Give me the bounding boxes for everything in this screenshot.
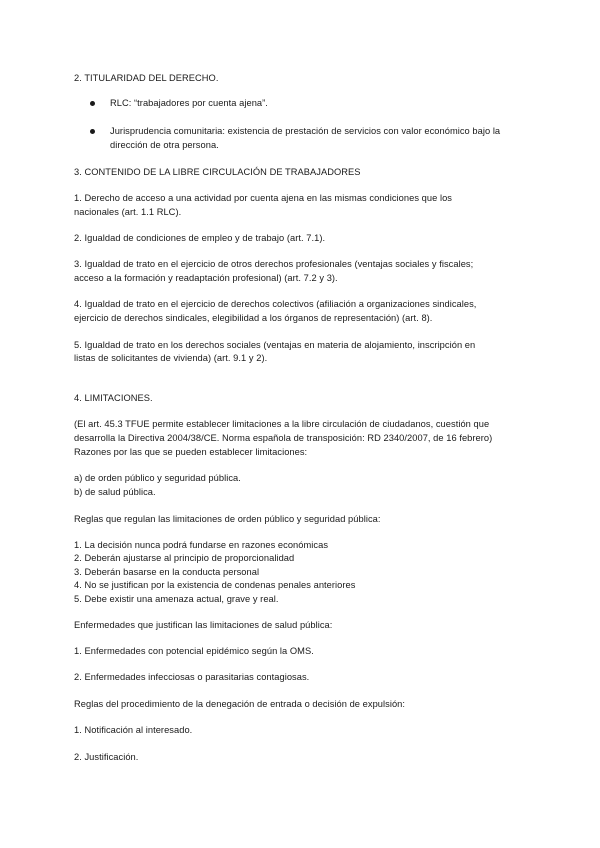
bullet-item-jurisprudencia-line2: dirección de otra persona. xyxy=(110,140,219,150)
bullet-item-jurisprudencia-line1: Jurisprudencia comunitaria: existencia de prestación de servicios con valor económico bajo la xyxy=(110,126,501,136)
section-heading-contenido: 3. CONTENIDO DE LA LIBRE CIRCULACIÓN DE TRABAJADORES xyxy=(74,167,361,177)
section-heading-titularidad: 2. TITULARIDAD DEL DERECHO. xyxy=(74,73,219,83)
procedure-heading: Reglas del procedimiento de la denegación de entrada o decisión de expulsión: xyxy=(74,699,406,709)
content-item-5-line1: 5. Igualdad de trato en los derechos sociales (ventajas en materia de alojamiento, inscripción en xyxy=(74,340,476,350)
bullet-dot xyxy=(90,101,95,106)
content-item-1-line2: nacionales (art. 1.1 RLC). xyxy=(74,207,182,217)
content-item-4-line1: 4. Igualdad de trato en el ejercicio de derechos colectivos (afiliación a organizaciones sindicales, xyxy=(74,299,477,309)
rule-item-4: 4. No se justifican por la existencia de condenas penales anteriores xyxy=(74,580,356,590)
content-item-2-line1: 2. Igualdad de condiciones de empleo y de trabajo (art. 7.1). xyxy=(74,233,326,243)
procedure-item-1: 1. Notificación al interesado. xyxy=(74,725,193,735)
bullet-item-rlc: RLC: “trabajadores por cuenta ajena”. xyxy=(110,98,268,108)
rule-item-1: 1. La decisión nunca podrá fundarse en razones económicas xyxy=(74,540,329,550)
section-heading-limitaciones: 4. LIMITACIONES. xyxy=(74,393,153,403)
rule-item-3: 3. Deberán basarse en la conducta personal xyxy=(74,567,260,577)
rules-heading: Reglas que regulan las limitaciones de orden público y seguridad pública: xyxy=(74,514,381,524)
content-item-1-line1: 1. Derecho de acceso a una actividad por cuenta ajena en las mismas condiciones que los xyxy=(74,193,452,203)
disease-item-2: 2. Enfermedades infecciosas o parasitarias contagiosas. xyxy=(74,672,310,682)
disease-item-1: 1. Enfermedades con potencial epidémico según la OMS. xyxy=(74,646,314,656)
content-item-3-line1: 3. Igualdad de trato en el ejercicio de otros derechos profesionales (ventajas sociales y fiscales; xyxy=(74,259,474,269)
diseases-heading: Enfermedades que justifican las limitaciones de salud pública: xyxy=(74,620,333,630)
limitaciones-intro-line1: (El art. 45.3 TFUE permite establecer limitaciones a la libre circulación de ciudadanos, cuestión que xyxy=(74,419,490,429)
limitaciones-intro-line2: desarrolla la Directiva 2004/38/CE. Norma española de transposición: RD 2340/2007, de 16 febrero) xyxy=(74,433,493,443)
reason-item-b: b) de salud pública. xyxy=(74,487,156,497)
content-item-4-line2: ejercicio de derechos sindicales, elegibilidad a los órganos de representación) (art. 8). xyxy=(74,313,433,323)
content-item-3-line2: acceso a la formación y readaptación profesional) (art. 7.2 y 3). xyxy=(74,273,338,283)
limitaciones-intro-line3: Razones por las que se pueden establecer limitaciones: xyxy=(74,447,308,457)
rule-item-2: 2. Deberán ajustarse al principio de proporcionalidad xyxy=(74,553,295,563)
bullet-dot xyxy=(90,129,95,134)
procedure-item-2: 2. Justificación. xyxy=(74,752,139,762)
rule-item-5: 5. Debe existir una amenaza actual, grave y real. xyxy=(74,594,279,604)
reason-item-a: a) de orden público y seguridad pública. xyxy=(74,473,241,483)
content-item-5-line2: listas de solicitantes de vivienda) (art. 9.1 y 2). xyxy=(74,353,268,363)
